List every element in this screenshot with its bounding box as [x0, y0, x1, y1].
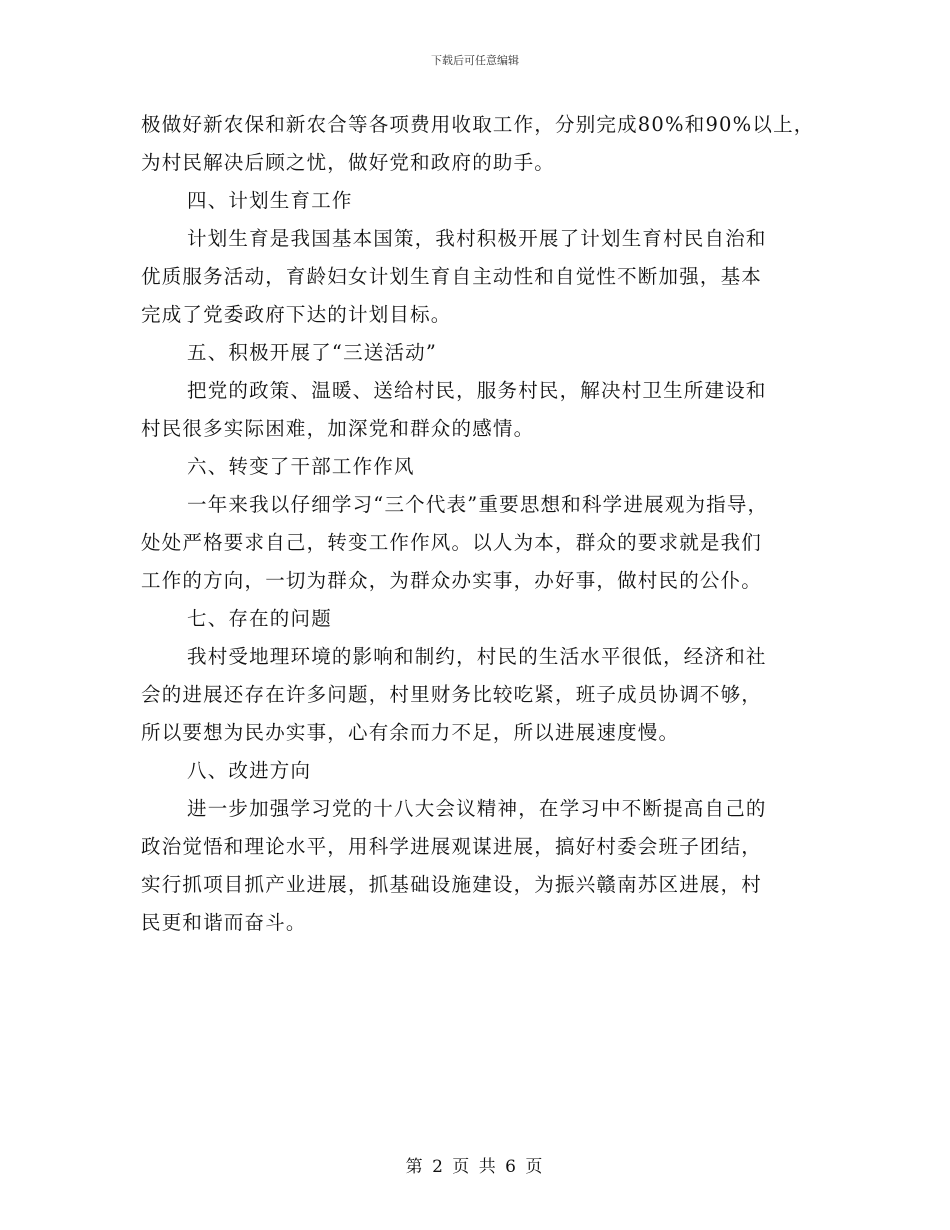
text-line: 所以要想为民办实事，心有余而力不足，所以进展速度慢。 — [141, 721, 680, 744]
page-header: 下载后可任意编辑 — [431, 54, 519, 67]
text-line: 进一步加强学习党的十八大会议精神，在学习中不断提高自己的 — [187, 797, 767, 820]
section-heading: 七、存在的问题 — [187, 607, 332, 630]
page-footer: 第 2 页 共 6 页 — [405, 1157, 545, 1177]
text-line: 实行抓项目抓产业进展，抓基础设施建设，为振兴赣南苏区进展，村 — [141, 873, 763, 896]
text-line: 处处严格要求自己，转变工作作风。以人为本，群众的要求就是我们 — [141, 531, 763, 554]
text-line: 会的进展还存在许多问题，村里财务比较吃紧，班子成员协调不够， — [141, 683, 763, 706]
section-heading: 五、积极开展了“三送活动” — [187, 341, 438, 364]
text-line: 民更和谐而奋斗。 — [141, 911, 307, 934]
text-line: 极做好新农保和新农合等各项费用收取工作，分别完成80%和90%以上， — [141, 113, 815, 136]
text-line: 计划生育是我国基本国策，我村积极开展了计划生育村民自治和 — [187, 227, 767, 250]
text-line: 村民很多实际困难，加深党和群众的感情。 — [141, 417, 535, 440]
text-line: 完成了党委政府下达的计划目标。 — [141, 303, 452, 326]
section-heading: 四、计划生育工作 — [187, 189, 353, 212]
text-line: 把党的政策、温暖、送给村民，服务村民，解决村卫生所建设和 — [187, 379, 767, 402]
text-line: 一年来我以仔细学习“三个代表”重要思想和科学进展观为指导， — [187, 493, 769, 516]
text-line: 为村民解决后顾之忧，做好党和政府的助手。 — [141, 151, 556, 174]
section-heading: 六、转变了干部工作作风 — [187, 455, 415, 478]
text-line: 我村受地理环境的影响和制约，村民的生活水平很低，经济和社 — [187, 645, 767, 668]
text-line: 工作的方向，一切为群众，为群众办实事，办好事，做村民的公仆。 — [141, 569, 763, 592]
section-heading: 八、改进方向 — [187, 759, 312, 782]
document-body — [141, 106, 815, 942]
text-line: 政治觉悟和理论水平，用科学进展观谋进展，搞好村委会班子团结， — [141, 835, 763, 858]
text-line: 优质服务活动，育龄妇女计划生育自主动性和自觉性不断加强，基本 — [141, 265, 763, 288]
